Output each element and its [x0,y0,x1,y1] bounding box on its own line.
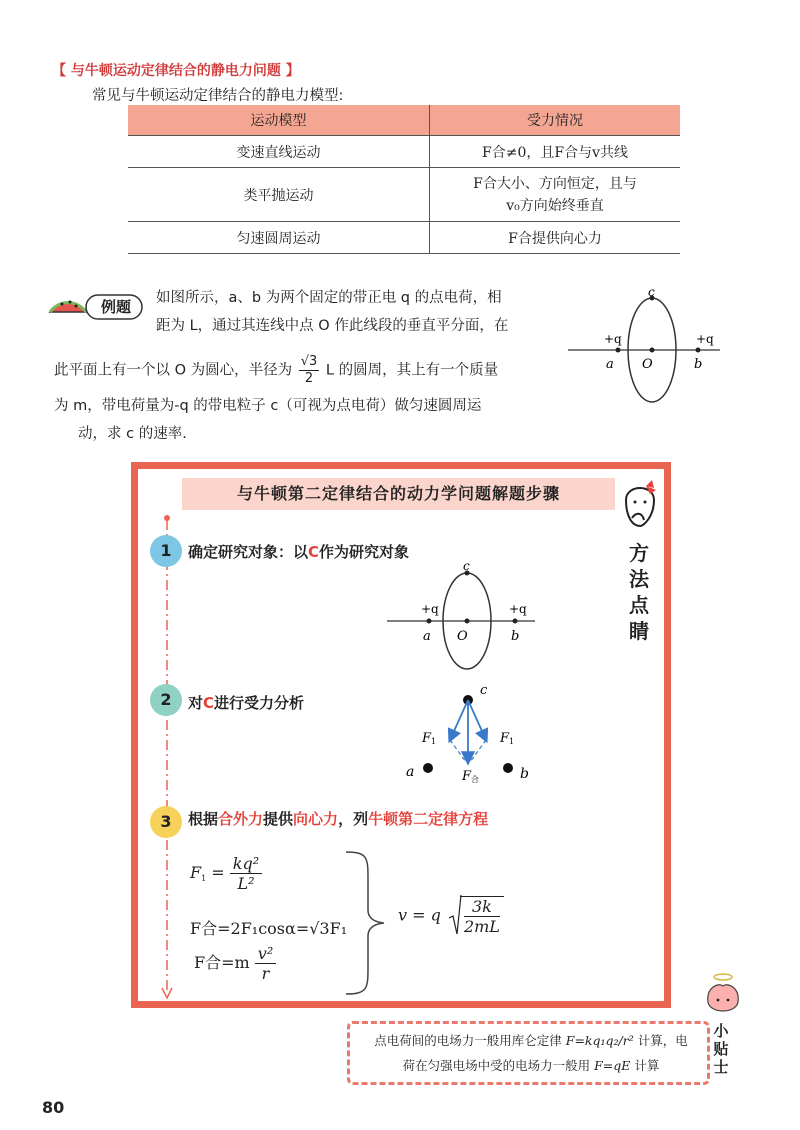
result-lhs: v = q [398,905,441,925]
step-3-text-1: 根据 [188,810,219,828]
step-2-number: 2 [150,684,182,716]
table-row [128,168,680,222]
step1-diagram-label-plus-q-right: +q [509,602,527,616]
step1-diagram-label-b: b [511,629,520,644]
step1-diagram-label-c: c [463,560,470,573]
result-numerator: 3k [464,897,500,917]
method-title: 与牛顿第二定律结合的动力学问题解题步骤 [182,478,615,510]
side-label-char: 睛 [629,619,649,643]
equation-centripetal [194,944,276,983]
equation-result [398,896,504,936]
table-cell-force: F合提供向心力 [430,222,681,254]
eq3-denominator: r [261,964,270,983]
section-title: 【 与牛顿运动定律结合的静电力问题 】 [52,63,300,79]
tip-line-1-post: 计算，电 [637,1033,688,1048]
diagram-label-plus-q-right: +q [696,332,714,346]
eq3-numerator: v² [255,944,276,964]
step-3-text-3: ，列 [338,810,369,828]
example-line-3-pre: 此平面上有一个以 O 为圆心，半径为 [54,362,293,379]
step-3-number: 3 [150,806,182,838]
eq1-sub: 1 [201,874,207,883]
page-number: 80 [42,1098,65,1117]
diagram-label-a: a [606,357,614,372]
result-sqrt-body [460,896,504,936]
table-cell-force: F合大小、方向恒定，且与v₀方向始终垂直 [430,168,681,222]
radius-fraction-denominator: 2 [304,371,314,386]
tip-line-2 [356,1053,706,1078]
example-diagram [566,288,726,408]
diagram-label-O: O [642,357,653,372]
force-label-Fhe-sub: 合 [471,775,479,784]
eq1-numerator: kq² [230,854,262,874]
diagram-label-b: b [694,357,703,372]
force-label-F1-left: F [422,731,432,746]
intro-text: 常见与牛顿运动定律结合的静电力模型: [92,88,344,104]
table-row [128,222,680,254]
step1-diagram-label-a: a [423,629,431,644]
tip-label-char: 士 [713,1058,729,1076]
peach-mascot-icon [702,972,744,1022]
result-denominator: 2mL [463,917,500,936]
table-cell-force: F合≠0，且F合与v共线 [430,136,681,168]
example-line-3-post: L 的圆周，其上有一个质量 [325,362,499,379]
step-2-text [188,692,304,713]
tip-line-2-post: 计算 [634,1058,660,1073]
sqrt-icon [448,894,462,938]
eq3-fraction [255,944,276,983]
brace-icon [340,850,390,996]
tip-line-2-pre: 荷在匀强电场中受的电场力一般用 [402,1058,591,1073]
example-line-4: 为 m，带电荷量为-q 的带电粒子 c（可视为点电荷）做匀速圆周运 [54,398,482,414]
step-3-highlight-3: 牛顿第二定律方程 [368,810,489,828]
side-label-char: 点 [629,593,649,617]
example-label: 例题 [100,298,131,316]
table-cell-model: 类平抛运动 [128,168,430,222]
header-force: 受力情况 [430,105,681,136]
step-1-highlight: C [308,543,320,561]
tip-formula-field: F=qE [594,1058,631,1073]
step-3-text-2: 提供 [263,810,294,828]
force-label-Fhe: F [462,769,472,784]
method-side-label [627,540,651,644]
force-label-c: c [480,683,488,698]
step-2-text-post: 进行受力分析 [214,694,305,712]
equation-net-force: F合=2F₁cosα=√3F₁ [190,919,348,938]
eq1-fraction [230,854,262,893]
table-cell-model: 匀速圆周运动 [128,222,430,254]
example-line-2: 距为 L，通过其连线中点 O 作此线段的垂直平分面，在 [156,318,509,334]
step-1-text-post: 作为研究对象 [319,543,410,561]
equation-coulomb: $F_1$ = $\frac{\text{kq²}}{\text{L²}}$ [190,854,262,893]
force-diagram [400,678,540,788]
table-cell-model: 变速直线运动 [128,136,430,168]
side-label-char: 法 [629,567,649,591]
step-timeline [160,512,174,1002]
tip-label-char: 小 [713,1022,729,1040]
tip-label-char: 贴 [713,1040,729,1058]
diagram-label-c: c [648,288,655,299]
force-label-F1-right: F [500,731,510,746]
example-line-3 [54,354,498,387]
step1-diagram-label-plus-q-left: +q [421,602,439,616]
step-2-highlight: C [203,694,215,712]
tip-label [710,1022,732,1076]
example-line-5: 动，求 c 的速率. [78,426,187,442]
radius-fraction-numerator: √3 [300,354,318,369]
girl-mascot-icon [618,478,662,536]
example-line-1: 如图所示，a、b 为两个固定的带正电 q 的点电荷，相 [156,290,502,306]
table-header-row [128,105,680,136]
force-label-F1-right-sub: 1 [509,737,515,746]
eq1-denominator: L² [237,874,255,893]
step1-diagram-label-O: O [457,629,468,644]
tip-line-1-pre: 点电荷间的电场力一般用库仑定律 [374,1033,562,1048]
force-label-a: a [406,764,415,780]
radius-fraction [299,354,320,387]
step-3-highlight-1: 合外力 [218,810,264,828]
eq1-lhs: F [190,863,202,882]
model-table [128,105,680,254]
force-label-F1-left-sub: 1 [431,737,437,746]
step-3-text [188,808,488,829]
tip-line-1 [356,1028,706,1053]
eq3-lhs: F合=m [194,953,250,972]
tip-text [356,1028,706,1078]
step-3-highlight-2: 向心力 [293,810,339,828]
header-motion-model: 运动模型 [128,105,430,136]
example-badge [46,286,146,326]
step-1-text [188,541,409,562]
diagram-label-plus-q-left: +q [604,332,622,346]
table-row [128,136,680,168]
step-1-number: 1 [150,535,182,567]
step-1-text-pre: 确定研究对象：以 [188,543,309,561]
tip-formula-coulomb: F=kq₁q₂/r² [565,1033,634,1048]
step-1-diagram [385,560,545,672]
side-label-char: 方 [629,541,649,565]
step-2-text-pre: 对 [188,694,204,712]
result-sqrt [448,896,504,936]
force-label-b: b [520,766,529,782]
